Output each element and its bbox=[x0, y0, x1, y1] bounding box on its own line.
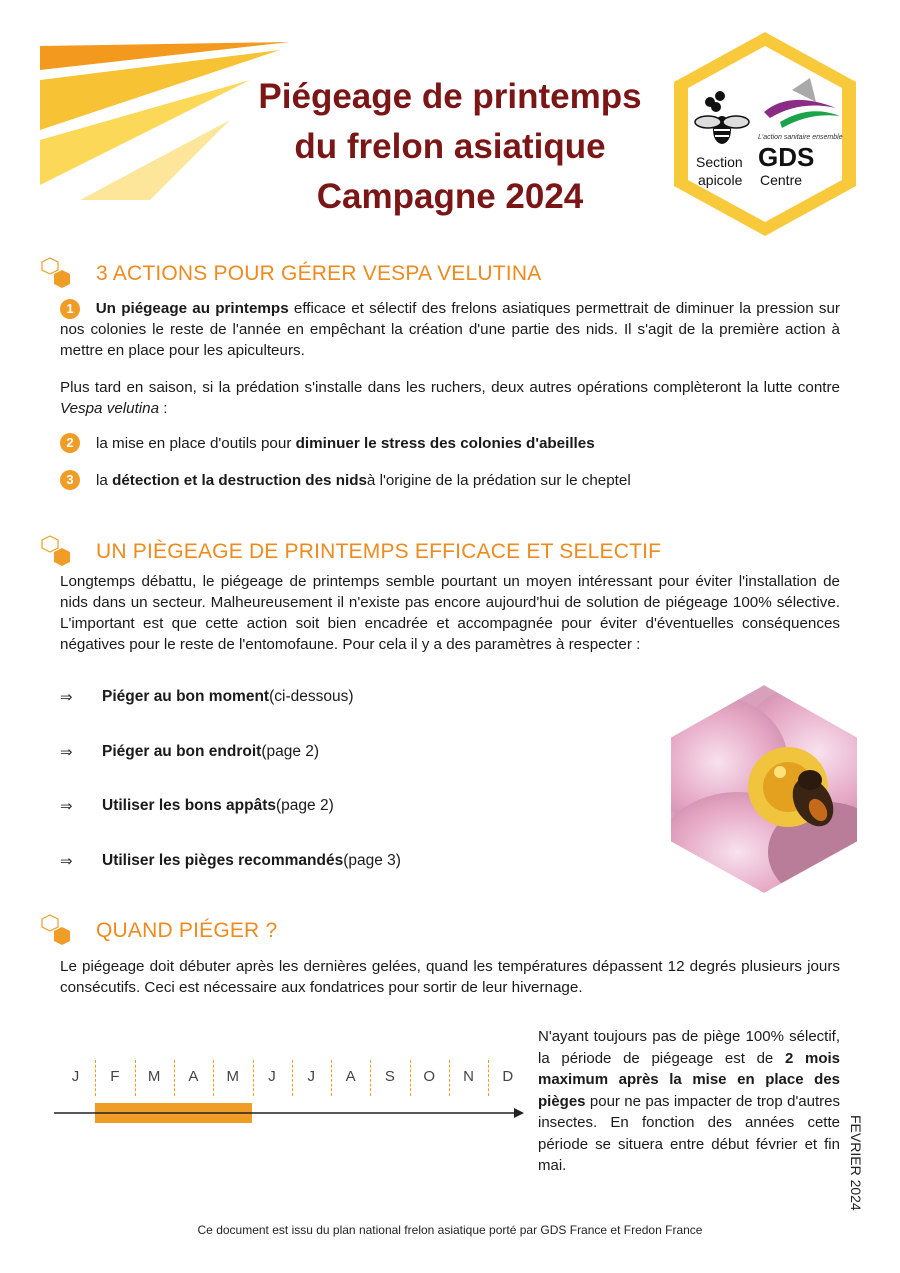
trapping-period-bar bbox=[95, 1103, 252, 1123]
title-line-2: du frelon asiatique bbox=[294, 127, 606, 166]
section-apicole-line2: apicole bbox=[698, 172, 743, 188]
para-2-italic: Vespa velutina bbox=[60, 400, 160, 417]
honeycomb-icon bbox=[40, 534, 80, 570]
bullet-bold: Utiliser les pièges recommandés bbox=[102, 852, 344, 869]
section-3-heading bbox=[40, 913, 277, 949]
title-line-3: Campagne 2024 bbox=[316, 177, 584, 216]
honeycomb-icon bbox=[40, 913, 80, 949]
bullet-bold: Piéger au bon endroit bbox=[102, 743, 262, 760]
timeline-divider bbox=[449, 1060, 450, 1096]
page-title bbox=[180, 72, 720, 222]
para-2-text: Plus tard en saison, si la prédation s'installe dans les ruchers, deux autres opérations complèteront la lutte contre bbox=[60, 379, 840, 396]
number-badge-2: 2 bbox=[60, 433, 80, 453]
side-note bbox=[538, 1026, 840, 1177]
logo-gds: GDS bbox=[758, 142, 815, 172]
title-line-1: Piégeage de printemps bbox=[258, 77, 642, 116]
section-3-title: QUAND PIÉGER ? bbox=[96, 919, 278, 942]
para-2 bbox=[60, 377, 840, 419]
bullet-rest: (page 3) bbox=[343, 852, 401, 869]
action-1-text: efficace et sélectif des frelons asiatiques permettrait de diminuer la pression sur nos colonies le reste de l'année en empêchant la création d'une partie des nids. Il s'agit de la première action à mettre en place pour les apiculteurs. bbox=[60, 300, 840, 359]
flower-bee-photo bbox=[668, 682, 860, 896]
bullet-item bbox=[60, 797, 334, 815]
bullet-rest: (ci-dessous) bbox=[269, 688, 354, 705]
action-1-bold: Un piégeage au printemps bbox=[95, 300, 289, 317]
vertical-date bbox=[842, 1112, 872, 1222]
side-note-pre: N'ayant toujours pas de piège 100% sélectif, la période de piégeage est de bbox=[538, 1028, 840, 1067]
timeline-arrow bbox=[54, 1106, 524, 1120]
bullet-bold: Piéger au bon moment bbox=[102, 688, 270, 705]
action-2-bold: diminuer le stress des colonies d'abeilles bbox=[295, 434, 595, 452]
action-3-post: à l'origine de la prédation sur le cheptel bbox=[366, 471, 631, 489]
timeline-divider bbox=[331, 1060, 332, 1096]
timeline-divider bbox=[135, 1060, 136, 1096]
honeycomb-icon bbox=[40, 256, 80, 292]
number-badge-3: 3 bbox=[60, 470, 80, 490]
timeline-month-label: M bbox=[226, 1068, 239, 1085]
action-1-paragraph bbox=[60, 298, 840, 361]
section-3-paragraph: Le piégeage doit débuter après les dernières gelées, quand les températures dépassent 12 degrés plusieurs jours consécutifs. Ceci est nécessaire aux fondatrices pour sortir de leur hivernage. bbox=[60, 958, 840, 996]
bullet-item bbox=[60, 852, 401, 870]
bullet-rest: (page 2) bbox=[261, 743, 320, 760]
side-note-post: pour ne pas impacter de trop d'autres insectes. En fonction des années cette période se situera entre début février et fin mai. bbox=[538, 1092, 840, 1174]
timeline-month-label: S bbox=[384, 1068, 395, 1085]
bullet-rest: (page 2) bbox=[276, 797, 334, 814]
timeline-month-label: N bbox=[463, 1068, 474, 1085]
timeline-month-label: D bbox=[502, 1068, 514, 1085]
arrow-icon: ⇒ bbox=[60, 744, 73, 761]
timeline-month-label: J bbox=[71, 1068, 80, 1085]
timeline-divider bbox=[488, 1060, 489, 1096]
logo-centre: Centre bbox=[760, 172, 803, 188]
arrow-icon: ⇒ bbox=[60, 798, 73, 815]
gds-logo bbox=[670, 30, 860, 240]
section-2-paragraph: Longtemps débattu, le piégeage de printemps semble pourtant un moyen intéressant pour éviter l'installation de nids dans un secteur. Malheureusement il n'existe pas encore aujourd'hui de solution de piégeage 100% sélective. L'important est que cette action soit bien encadrée et accompagnée pour éviter d'éventuelles conséquences négatives pour le reste de l'entomofaune. Pour cela il y a des paramètres à respecter : bbox=[60, 573, 840, 653]
timeline-divider bbox=[253, 1060, 254, 1096]
timeline-month-label: A bbox=[188, 1068, 199, 1085]
timeline-month-label: A bbox=[345, 1068, 356, 1085]
timeline-divider bbox=[410, 1060, 411, 1096]
timeline-divider bbox=[95, 1060, 96, 1096]
arrow-icon: ⇒ bbox=[60, 689, 73, 706]
footer-note: Ce document est issu du plan national frelon asiatique porté par GDS France et Fredon France bbox=[197, 1223, 703, 1237]
action-3-item bbox=[60, 470, 631, 490]
logo-tagline: L'action sanitaire ensemble bbox=[758, 134, 843, 141]
action-3-pre: la bbox=[96, 471, 108, 489]
timeline-month-label: J bbox=[307, 1068, 316, 1085]
timeline-month-label: J bbox=[268, 1068, 276, 1085]
section-1-heading bbox=[40, 256, 541, 292]
number-badge-1: 1 bbox=[60, 299, 80, 319]
para-2-end: : bbox=[159, 400, 168, 417]
bullet-item bbox=[60, 688, 354, 706]
section-apicole-line1: Section bbox=[696, 154, 743, 170]
timeline-divider bbox=[213, 1060, 214, 1096]
bullet-bold: Utiliser les bons appâts bbox=[102, 797, 276, 814]
timeline-month-label: O bbox=[423, 1068, 436, 1085]
action-2-pre: la mise en place d'outils pour bbox=[96, 434, 292, 452]
section-1-title: 3 ACTIONS POUR GÉRER VESPA VELUTINA bbox=[96, 262, 542, 285]
timeline-divider bbox=[292, 1060, 293, 1096]
timeline-divider bbox=[174, 1060, 175, 1096]
action-2-item bbox=[60, 433, 595, 453]
timeline-month-label: M bbox=[147, 1068, 161, 1085]
timeline-month-label: F bbox=[110, 1068, 120, 1085]
timeline-divider bbox=[370, 1060, 371, 1096]
section-2-heading bbox=[40, 534, 661, 570]
bullet-item bbox=[60, 743, 319, 761]
vertical-date-text: FEVRIER 2024 bbox=[848, 1115, 864, 1211]
side-note-bold: 2 mois maximum après la mise en place des pièges bbox=[538, 1049, 840, 1110]
section-2-title: UN PIÈGEAGE DE PRINTEMPS EFFICACE ET SELECTIF bbox=[96, 540, 662, 563]
action-3-bold: détection et la destruction des nids bbox=[112, 471, 367, 489]
arrow-icon: ⇒ bbox=[60, 853, 73, 870]
